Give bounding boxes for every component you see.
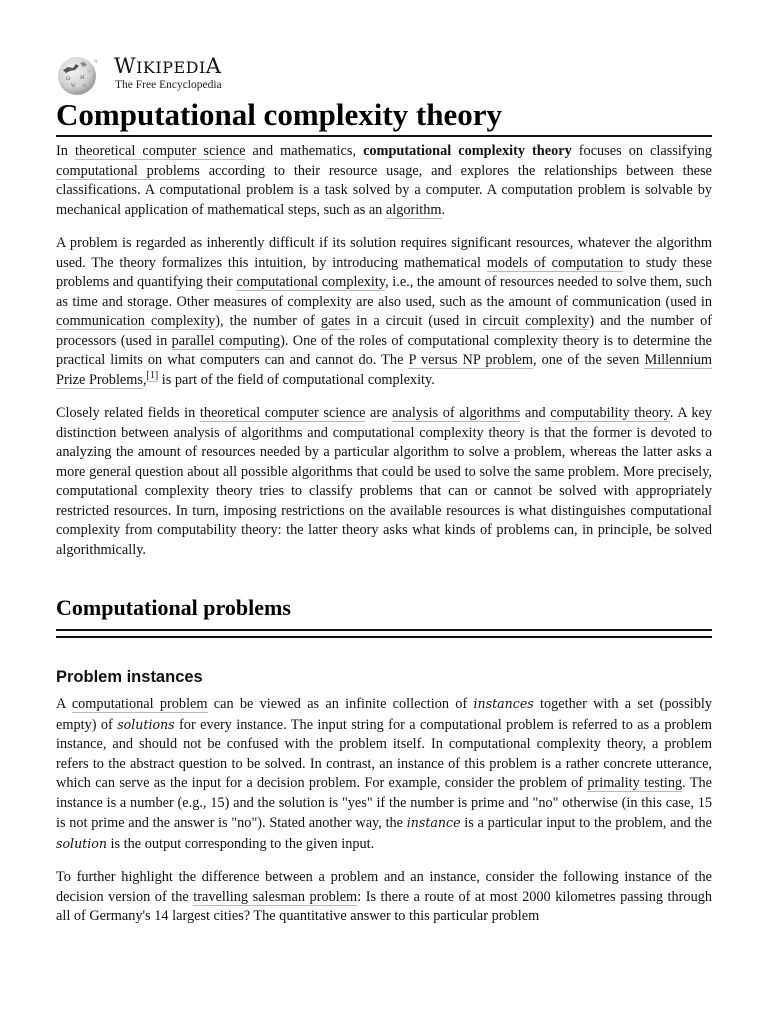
- text: is a particular input to the problem, and the: [460, 815, 712, 831]
- problem-instances-paragraph-2: [56, 868, 712, 927]
- text: can be viewed as an infinite collection of: [207, 696, 474, 712]
- link-travelling-salesman-problem[interactable]: travelling salesman problem: [193, 888, 358, 905]
- link-computational-problem[interactable]: computational problem: [71, 696, 208, 712]
- italic-term: solution: [56, 835, 107, 851]
- subsection-heading-problem-instances: Problem instances: [56, 668, 203, 686]
- italic-term: instances: [473, 696, 534, 711]
- link-theoretical-computer-science[interactable]: theoretical computer science: [199, 405, 366, 421]
- text: . A key distinction between analysis of algorithms and computational complexity theory is that the former is devoted to analyzing the amount of resources needed by a particular algorithm to solve a problem, whereas the latter asks a more general question about all possible algorithms that could be used to solve the same problem. More precisely, computational complexity theory tries to classify problems that can or cannot be solved with appropriately restricted resources. In turn, imposing restrictions on the available resources is what distinguishes computational complexity from computability theory: the latter theory asks what kinds of problems can, in principle, be solved algorithmically.: [56, 405, 712, 558]
- link-parallel-computing[interactable]: parallel computing: [171, 332, 281, 349]
- page-title: Computational complexity theory: [56, 96, 712, 137]
- text: to study these problems and quantifying their: [56, 254, 712, 290]
- italic-term: solutions: [117, 716, 175, 732]
- wordmark: WIKIPEDIA: [114, 54, 222, 78]
- text: A: [56, 696, 72, 712]
- bold-term: computational complexity theory: [363, 143, 572, 159]
- intro-paragraph-1: [56, 142, 712, 220]
- text: ), the number of: [215, 313, 321, 329]
- text: ,: [142, 371, 147, 388]
- article-body: [56, 142, 712, 941]
- link-primality-testing[interactable]: primality testing: [587, 775, 683, 791]
- text: ) and the number of processors (used in: [56, 313, 712, 349]
- text: ). One of the roles of computational complexity theory is to determine the practical limits on what computers can and cannot do. The: [56, 332, 712, 368]
- text: according to their resource usage, and explores the relationships between these classifications. A computational problem is a task solved by a computer. A computation problem is solvable by mechanical application of mathematical steps, such as an: [56, 162, 712, 218]
- text: for every instance. The input string for a computational problem is referred to as a problem instance, and should not be confused with the problem itself. In computational complexity theory, a problem refers to the abstract question to be solved. In contrast, an instance of this problem is a rather concrete utterance, which can serve as the input for a decision problem. For example, consider the problem of: [56, 716, 712, 791]
- link-millennium-prize-problems[interactable]: Millennium Prize Problems: [56, 352, 712, 388]
- text: A problem is regarded as inherently difficult if its solution requires significant resources, whatever the algorithm used. The theory formalizes this intuition, by introducing mathematical: [56, 235, 712, 271]
- wikipedia-logo[interactable]: [56, 52, 256, 98]
- footnote-link-1[interactable]: [1]: [146, 369, 159, 381]
- svg-text:И: И: [80, 75, 85, 81]
- text: . The instance is a number (e.g., 15) and the solution is "yes" if the number is prime and "no" otherwise (in this case, 15 is not prime and the answer is "no"). Stated another way, the: [56, 775, 712, 831]
- link-theoretical-computer-science[interactable]: theoretical computer science: [74, 143, 246, 159]
- text: In: [56, 143, 75, 159]
- text: , i.e., the amount of resources needed to solve them, such as time and storage. Other measures of complexity are also used, such as the amount of communication (used in: [56, 274, 713, 310]
- link-computational-complexity[interactable]: computational complexity: [236, 274, 386, 290]
- text: together with a set (possibly empty) of: [56, 696, 712, 733]
- text: , one of the seven: [533, 352, 645, 368]
- link-p-versus-np-problem[interactable]: P versus NP problem: [408, 352, 534, 368]
- text: : Is there a route of at most 2000 kilometres passing through all of Germany's 14 largest cities? The quantitative answer to this particular problem: [56, 888, 713, 924]
- wikipedia-globe-icon: [56, 54, 98, 96]
- text: are: [365, 405, 393, 421]
- link-computational-problems[interactable]: computational problems: [56, 162, 200, 179]
- text: in a circuit (used in: [350, 313, 483, 329]
- footnote-ref: [147, 370, 159, 382]
- intro-paragraph-3: [56, 404, 712, 560]
- text: and: [520, 405, 551, 421]
- italic-term: instance: [406, 815, 461, 830]
- svg-text:ウ: ウ: [87, 69, 91, 74]
- text: focuses on classifying: [571, 143, 712, 159]
- link-algorithm[interactable]: algorithm: [385, 201, 442, 218]
- svg-text:ก: ก: [83, 84, 86, 89]
- text: and mathematics,: [245, 143, 364, 159]
- tagline: The Free Encyclopedia: [115, 79, 222, 91]
- intro-paragraph-2: [56, 234, 712, 390]
- link-circuit-complexity[interactable]: circuit complexity: [482, 313, 590, 329]
- link-models-of-computation[interactable]: models of computation: [486, 254, 624, 271]
- text: is the output corresponding to the given input.: [106, 835, 375, 852]
- section-heading-computational-problems: Computational problems: [56, 593, 712, 631]
- text: .: [441, 201, 446, 218]
- link-computability-theory[interactable]: computability theory: [550, 405, 670, 421]
- link-communication-complexity[interactable]: communication complexity: [56, 313, 216, 329]
- text: Closely related fields in: [56, 405, 200, 421]
- text: To further highlight the difference between a problem and an instance, consider the following instance of the decision version of the: [56, 869, 712, 905]
- svg-text:Ω: Ω: [66, 76, 71, 82]
- text: is part of the field of computational complexity.: [158, 371, 435, 388]
- link-analysis-of-algorithms[interactable]: analysis of algorithms: [392, 405, 521, 421]
- svg-text:W: W: [71, 84, 76, 89]
- link-gates[interactable]: gates: [320, 313, 351, 329]
- problem-instances-paragraph-1: [56, 694, 712, 854]
